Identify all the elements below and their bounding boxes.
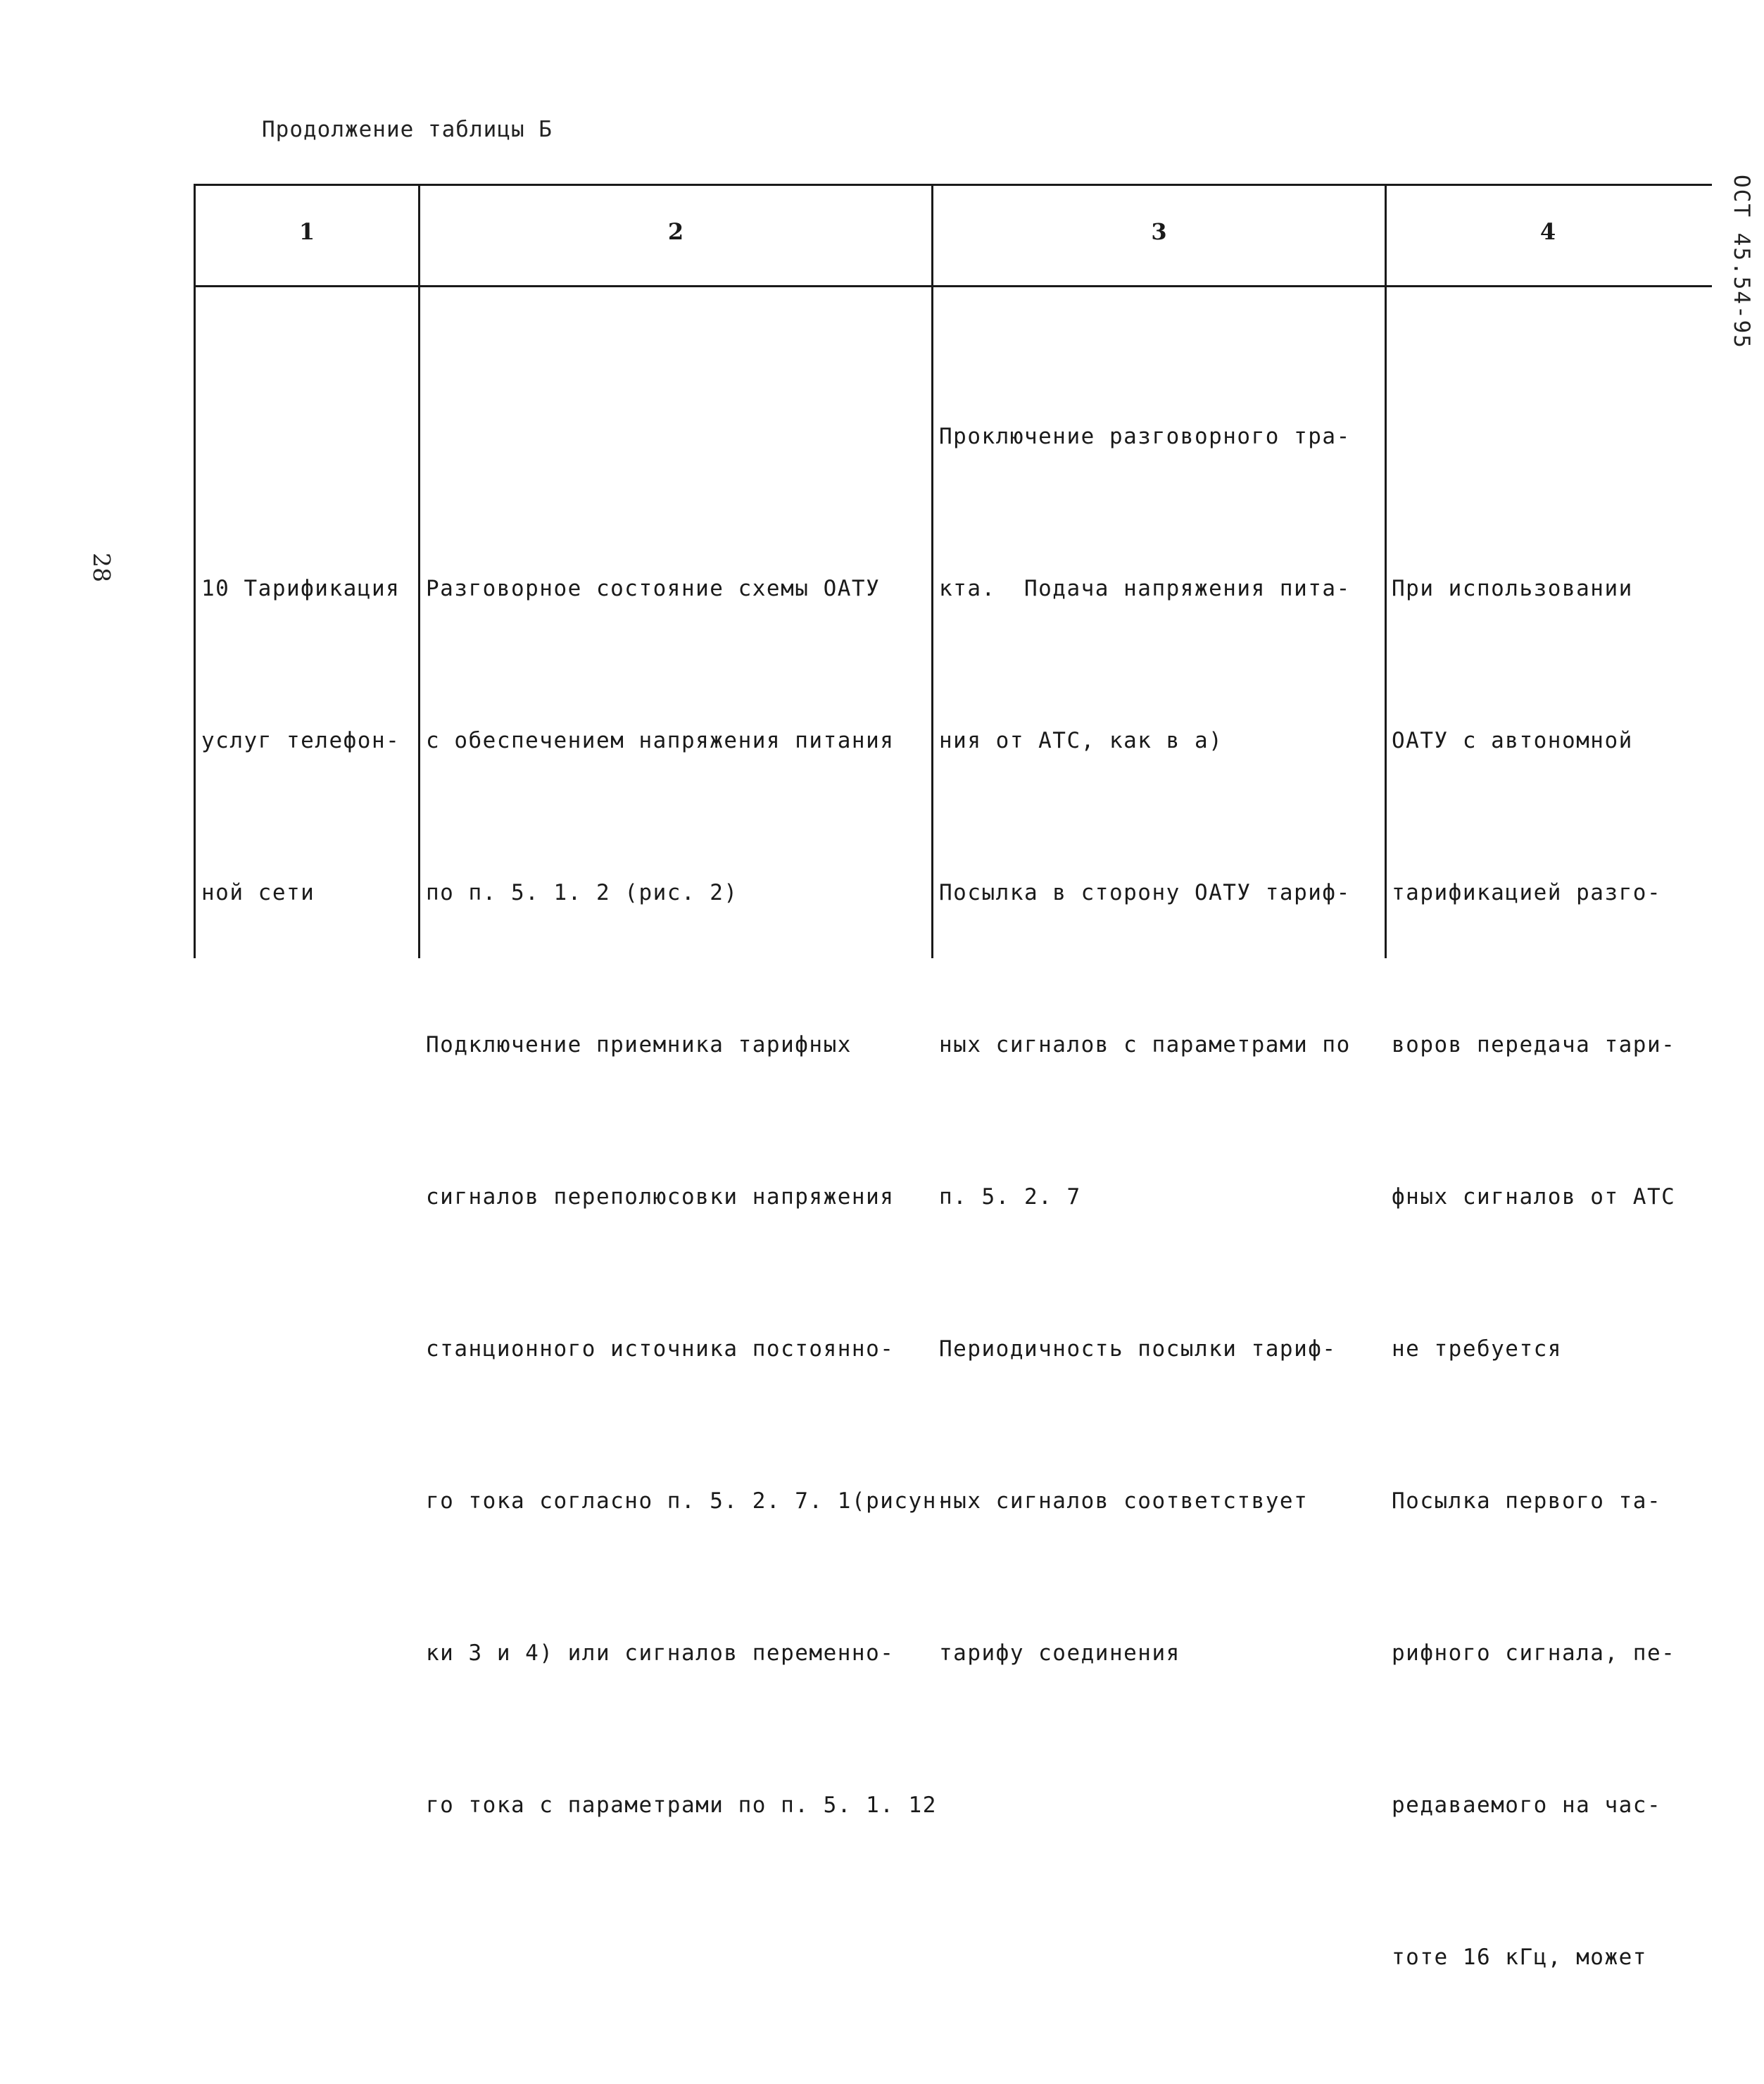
text-line: рифного сигнала, пе- — [1392, 1640, 1676, 1666]
text-line: станционного источника постоянно- — [426, 1336, 895, 1362]
text-line: фных сигналов от АТС — [1392, 1184, 1676, 1210]
text-line: ных сигналов с параметрами по — [939, 1032, 1351, 1057]
text-line: не требуется — [1392, 1336, 1562, 1362]
text-line: сигналов переполюсовки напряжения — [426, 1184, 895, 1210]
text-line: го тока согласно п. 5. 2. 7. 1(рисун- — [426, 1488, 952, 1514]
text-line: При использовании — [1392, 576, 1633, 601]
text-line: го тока с параметрами по п. 5. 1. 12 — [426, 1793, 937, 1818]
cell-col4 — [1392, 462, 1675, 2084]
text-line: 10 Тарификация — [201, 576, 401, 601]
document-code: ОСТ 45.54-95 — [1729, 175, 1754, 349]
text-line: ных сигналов соответствует — [939, 1488, 1309, 1514]
text-line: тарифу соединения — [939, 1640, 1180, 1666]
text-line: Посылка в сторону ОАТУ тариф- — [939, 880, 1351, 905]
column-header-2: 2 — [667, 218, 684, 245]
text-line: Посылка первого та- — [1392, 1488, 1662, 1514]
table-column-border — [418, 184, 420, 958]
text-line: тоте 16 кГц, может — [1392, 1945, 1647, 1970]
column-header-1: 1 — [298, 218, 315, 245]
cell-col2 — [426, 462, 951, 1932]
text-line: Подключение приемника тарифных — [426, 1032, 852, 1057]
text-line: ОАТУ с автономной — [1392, 728, 1633, 753]
page-number: 28 — [88, 553, 115, 582]
column-header-3: 3 — [1151, 218, 1167, 245]
text-line: тарификацией разго- — [1392, 880, 1662, 905]
cell-col1 — [201, 462, 400, 1019]
text-line: Разговорное состояние схемы ОАТУ — [426, 576, 881, 601]
text-line: кта. Подача напряжения пита- — [939, 576, 1351, 601]
table-column-border — [194, 184, 196, 958]
table-top-border — [195, 184, 1712, 186]
text-line: ния от АТС, как в а) — [939, 728, 1223, 753]
text-line: воров передача тари- — [1392, 1032, 1676, 1057]
text-line: с обеспечением напряжения питания — [426, 728, 895, 753]
table-header-border — [195, 285, 1712, 287]
text-line: ной сети — [201, 880, 315, 905]
text-line: по п. 5. 1. 2 (рис. 2) — [426, 880, 738, 905]
table-column-border — [1385, 184, 1387, 958]
text-line: услуг телефон- — [201, 728, 401, 753]
text-line: редаваемого на час- — [1392, 1793, 1662, 1818]
text-line: Проключение разговорного тра- — [939, 424, 1351, 449]
cell-col3 — [939, 310, 1351, 1780]
text-line: Периодичность посылки тариф- — [939, 1336, 1337, 1362]
column-header-4: 4 — [1539, 218, 1556, 245]
table-caption: Продолжение таблицы Б — [262, 117, 553, 142]
text-line: п. 5. 2. 7 — [939, 1184, 1081, 1210]
text-line: ки 3 и 4) или сигналов переменно- — [426, 1640, 895, 1666]
